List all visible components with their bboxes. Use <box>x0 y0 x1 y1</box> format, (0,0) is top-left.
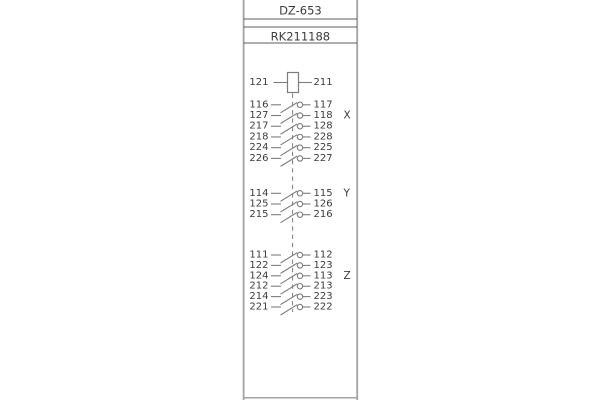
contact-blade <box>281 212 298 222</box>
terminal-number-right: 216 <box>313 209 333 221</box>
terminal-number-right: 227 <box>313 152 333 164</box>
terminal-number-left: 122 <box>249 259 269 271</box>
coil-symbol-icon <box>288 73 299 93</box>
contact-circle-icon <box>297 156 302 161</box>
contact-blade <box>281 156 298 166</box>
terminal-number-left: 226 <box>249 152 269 164</box>
terminal-number-right: 115 <box>313 187 333 199</box>
contact-circle-icon <box>297 134 302 139</box>
terminal-number-right: 225 <box>313 142 333 154</box>
terminal-number-right: 117 <box>313 99 333 111</box>
terminal-number-right: 213 <box>313 280 333 292</box>
terminal-number-left: 224 <box>249 142 269 154</box>
contact-blade <box>281 145 298 155</box>
terminal-number-right: 222 <box>313 301 333 313</box>
terminal-number-left: 111 <box>249 249 269 261</box>
contact-blade <box>281 284 298 294</box>
terminal-number-left: 221 <box>249 301 269 313</box>
contact-blade <box>281 191 298 201</box>
contact-circle-icon <box>297 113 302 118</box>
contact-blade <box>281 124 298 134</box>
contact-blade <box>281 274 298 284</box>
terminal-number-left: 214 <box>249 291 269 303</box>
coil-terminal-number-right: 211 <box>313 77 333 88</box>
terminal-number-right: 112 <box>313 249 333 261</box>
contact-circle-icon <box>297 263 302 268</box>
terminal-number-right: 118 <box>313 110 333 122</box>
terminal-number-right: 113 <box>313 270 333 282</box>
terminal-number-left: 212 <box>249 280 269 292</box>
contact-circle-icon <box>297 201 302 206</box>
terminal-number-right: 123 <box>313 259 333 271</box>
terminal-number-left: 125 <box>249 198 269 210</box>
terminal-number-left: 114 <box>249 187 269 199</box>
terminal-number-right: 228 <box>313 131 333 143</box>
header-serial-label: RK211188 <box>270 29 331 44</box>
coil-terminal-number-left: 121 <box>249 77 269 88</box>
contact-blade <box>281 113 298 123</box>
contact-blade <box>281 202 298 212</box>
contact-blade <box>281 305 298 315</box>
terminal-number-left: 217 <box>249 120 269 132</box>
terminal-number-right: 223 <box>313 291 333 303</box>
contact-blade <box>281 294 298 304</box>
contact-circle-icon <box>297 145 302 150</box>
header-model-label: DZ-653 <box>279 3 322 18</box>
contact-blade <box>281 253 298 263</box>
contact-circle-icon <box>297 124 302 129</box>
contact-circle-icon <box>297 304 302 309</box>
terminal-number-left: 215 <box>249 209 269 221</box>
group-label-X: X <box>343 109 351 122</box>
terminal-number-left: 127 <box>249 110 269 122</box>
terminal-number-left: 116 <box>249 99 269 111</box>
contact-circle-icon <box>297 212 302 217</box>
contact-circle-icon <box>297 294 302 299</box>
contact-blade <box>281 103 298 113</box>
contact-circle-icon <box>297 273 302 278</box>
contact-circle-icon <box>297 252 302 257</box>
contact-circle-icon <box>297 102 302 107</box>
contact-circle-icon <box>297 191 302 196</box>
contact-blade <box>281 135 298 145</box>
contact-blade <box>281 263 298 273</box>
terminal-number-right: 128 <box>313 120 333 132</box>
terminal-number-right: 126 <box>313 198 333 210</box>
group-label-Y: Y <box>343 187 350 200</box>
terminal-number-left: 124 <box>249 270 269 282</box>
group-label-Z: Z <box>343 269 351 282</box>
contact-circle-icon <box>297 284 302 289</box>
terminal-number-left: 218 <box>249 131 269 143</box>
